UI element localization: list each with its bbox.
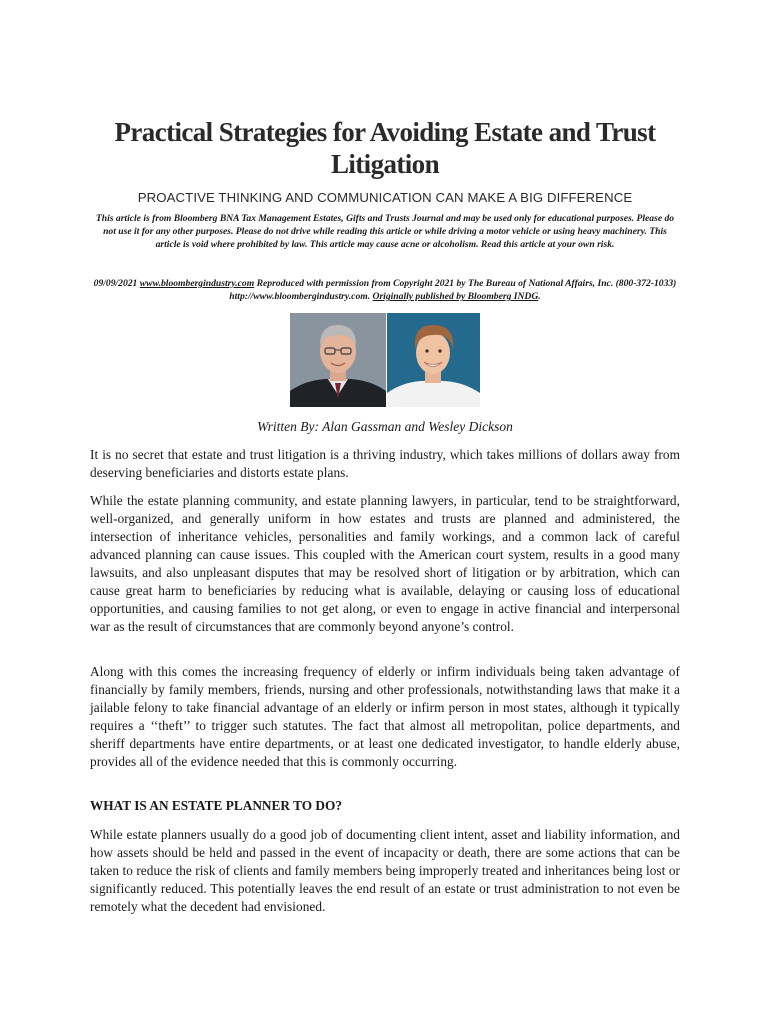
body-paragraph-2: While the estate planning community, and estate planning lawyers, in particular, tend to be straightforward, well-organized, and generally uniform in how estates and trusts are planned and administered, the intersection of inheritance vehicles, personalities and family workings, and a common lack of careful advanced planning can cause issues. This coupled with the American court system, results in a good many lawsuits, and also unpleasant disputes that may be resolved short of litigation or by arbitration, which can cause great harm to beneficiaries by reducing what is available, delaying or causing loss of educational opportunities, and causing families to not get along, or even to engage in active financial and interpersonal war as the result of circumstances that are commonly beyond anyone’s control. (90, 493, 680, 634)
citation-date: 09/09/2021 (93, 278, 138, 289)
section-heading: WHAT IS AN ESTATE PLANNER TO DO? (90, 798, 342, 813)
author-photo-alan-gassman (290, 313, 386, 407)
body-paragraph-1: It is no secret that estate and trust litigation is a thriving industry, which takes millions of dollars away from deserving beneficiaries and distorts estate plans. (90, 447, 680, 480)
article-byline: Written By: Alan Gassman and Wesley Dickson (257, 419, 513, 434)
citation-reproduced-text: Reproduced with permission from Copyright 2021 by The Bureau of National Affairs, Inc. (800-372-1033) http://www.bloombergindustry.com. (229, 278, 677, 303)
bloomberg-industry-link[interactable]: www.bloombergindustry.com (139, 278, 255, 289)
article-citation (90, 277, 680, 303)
article-disclaimer: This article is from Bloomberg BNA Tax Management Estates, Gifts and Trusts Journal and may be used only for educational purposes. Please do not use it for any other purposes. Please do not drive while reading this article or while driving a motor vehicle or using heavy machinery. This article is void where prohibited by law. This article may cause acne or alcoholism. Read this article at your own risk. (95, 213, 675, 251)
article-subtitle: PROACTIVE THINKING AND COMMUNICATION CAN MAKE A BIG DIFFERENCE (137, 190, 633, 205)
author-portrait-1-image (290, 313, 386, 407)
author-photo-wesley-dickson (387, 313, 480, 407)
author-portrait-2-image (387, 313, 480, 407)
article-title: Practical Strategies for Avoiding Estate and Trust Litigation (114, 117, 656, 179)
originally-published-link[interactable]: Originally published by Bloomberg INDG (372, 291, 539, 303)
citation-end: . (538, 291, 541, 303)
section-paragraph: While estate planners usually do a good job of documenting client intent, asset and liability information, and how assets should be held and passed in the event of incapacity or death, there are some actions that can be taken to reduce the risk of clients and family members being improperly treated and inheritances being lost or significantly reduced. This potentially leaves the end result of an estate or trust administration to not even be remotely what the decedent had envisioned. (90, 827, 680, 914)
body-paragraph-3: Along with this comes the increasing frequency of elderly or infirm individuals being taken advantage of financially by family members, friends, nursing and other professionals, notwithstanding laws that make it a jailable felony to take financial advantage of an elderly or infirm person in most states, although it typically requires a ‘‘theft’’ to trigger such statutes. The fact that almost all metropolitan, police departments, and sheriff departments have entire departments, or at least one dedicated investigator, to handle elderly abuse, provides all of the evidence needed that this is commonly occurring. (90, 664, 680, 769)
